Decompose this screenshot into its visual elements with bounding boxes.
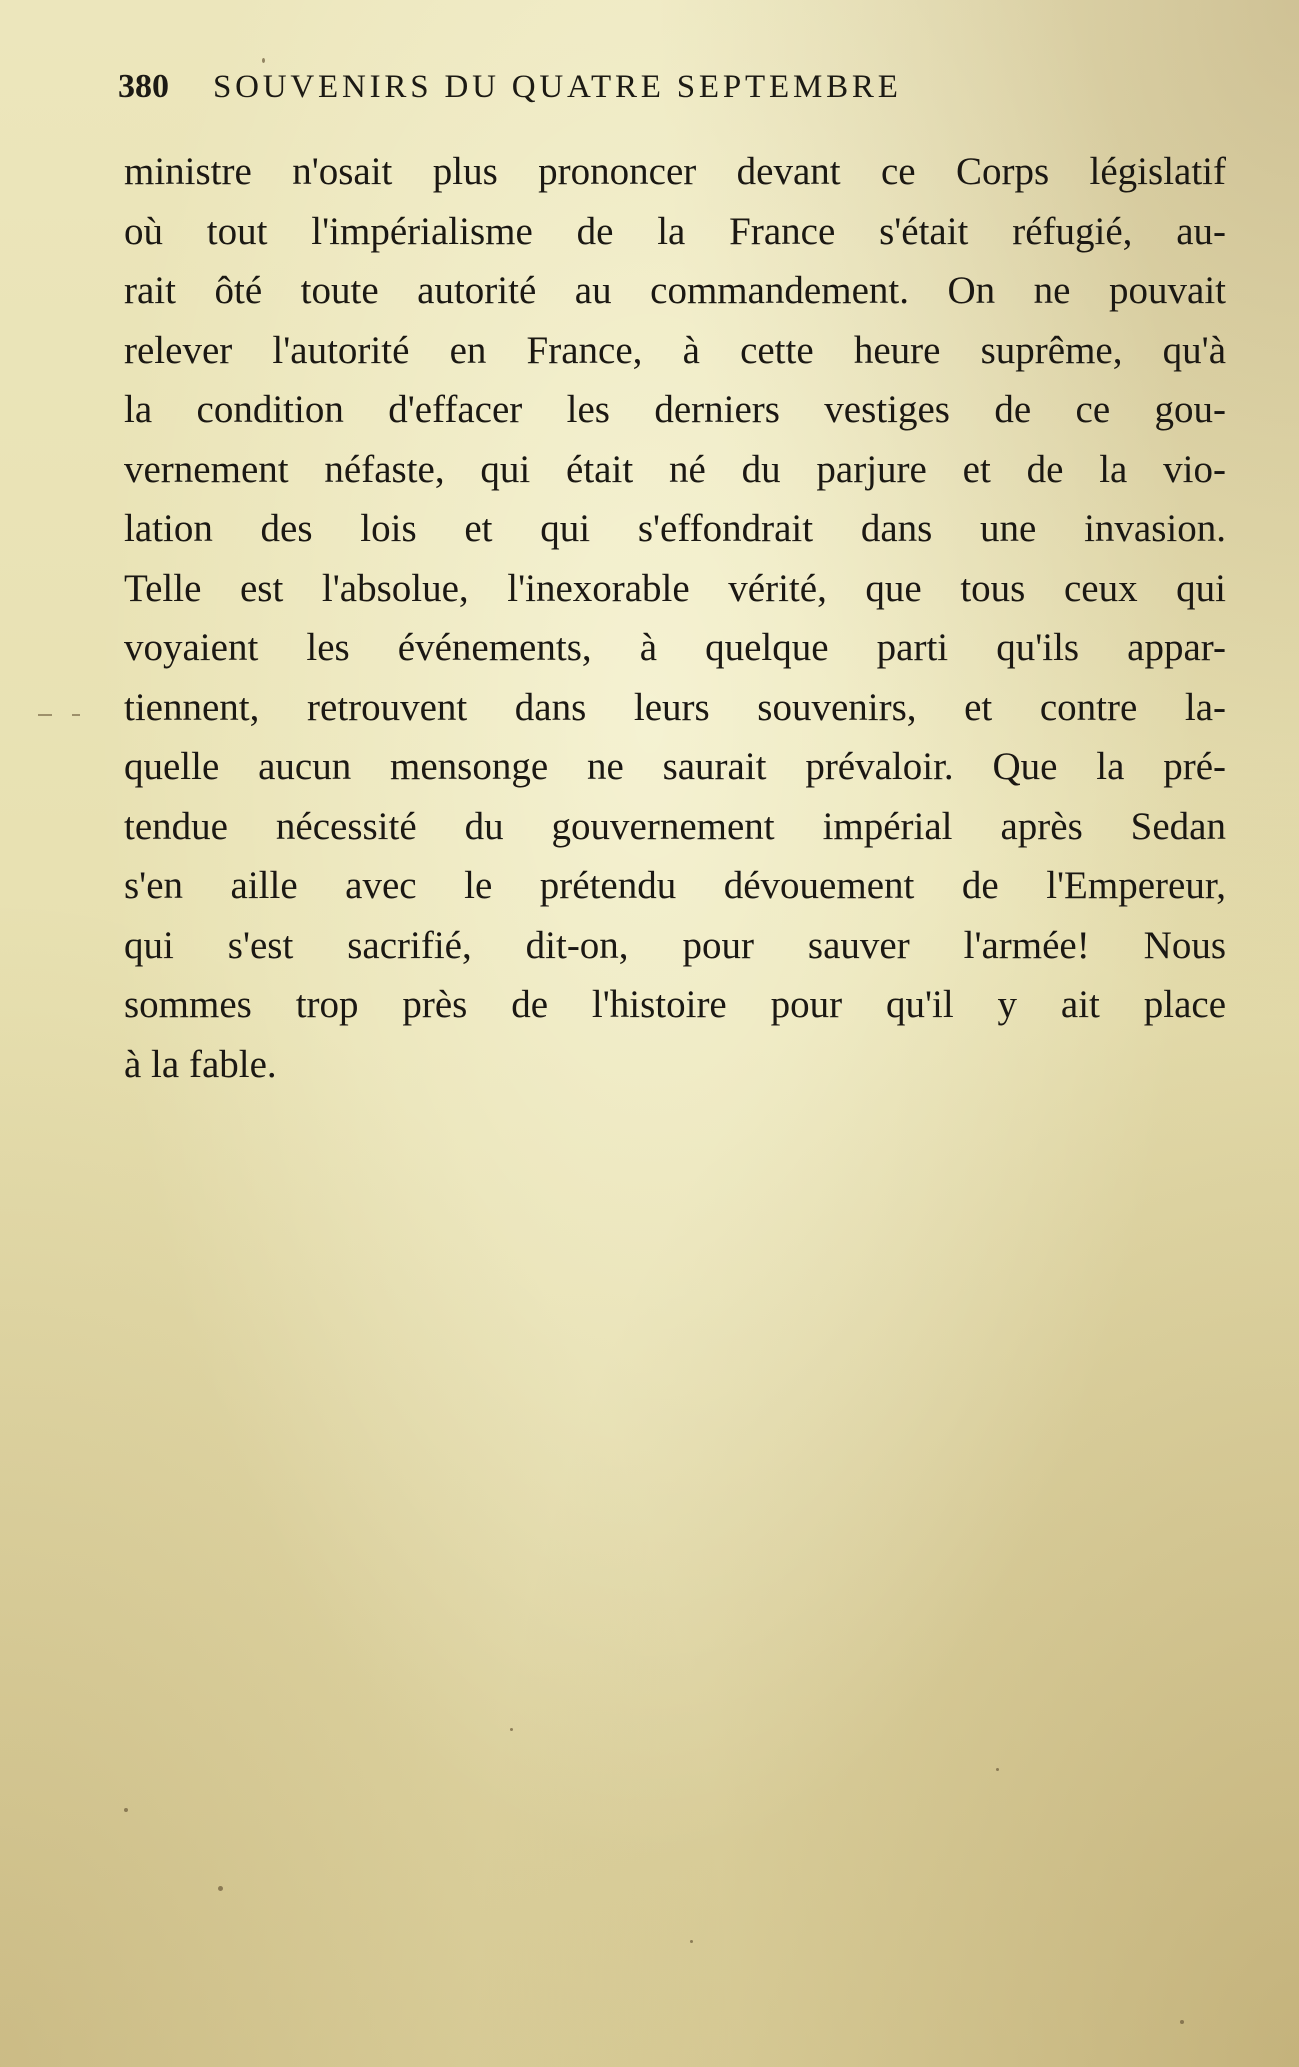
text-line: qui s'est sacrifié, dit-on, pour sauver l'armée! Nous [124,923,1226,967]
text-line: rait ôté toute autorité au commandement. On ne pouvait [124,269,1226,312]
margin-mark [38,714,52,716]
text-line: ministre n'osait plus prononcer devant ce Corps législatif [124,150,1226,193]
text-line: sommes trop près de l'histoire pour qu'il y ait place [124,983,1226,1026]
text-line: la condition d'effacer les derniers vestiges de ce gou- [124,388,1226,431]
body-text [124,142,1226,1094]
running-title: SOUVENIRS DU QUATRE SEPTEMBRE [213,69,902,105]
text-line: tiennent, retrouvent dans leurs souvenirs, et contre la- [124,685,1226,729]
text-line: Telle est l'absolue, l'inexorable vérité, que tous ceux qui [124,566,1226,610]
text-line: tendue nécessité du gouvernement impérial après Sedan [124,804,1226,848]
text-line-last: à la fable. [124,1042,277,1086]
text-line: relever l'autorité en France, à cette heure suprême, qu'à [124,328,1226,372]
text-line: où tout l'impérialisme de la France s'était réfugié, au- [124,209,1226,253]
text-line: voyaient les événements, à quelque parti qu'ils appar- [124,626,1226,669]
text-line: quelle aucun mensonge ne saurait prévaloir. Que la pré- [124,745,1226,788]
text-line: s'en aille avec le prétendu dévouement de l'Empereur, [124,864,1226,907]
running-head [118,68,1228,116]
page-number: 380 [118,68,169,105]
text-line: lation des lois et qui s'effondrait dans une invasion. [124,507,1226,550]
text-line: vernement néfaste, qui était né du parjure et de la vio- [124,447,1226,491]
margin-mark [72,714,80,716]
